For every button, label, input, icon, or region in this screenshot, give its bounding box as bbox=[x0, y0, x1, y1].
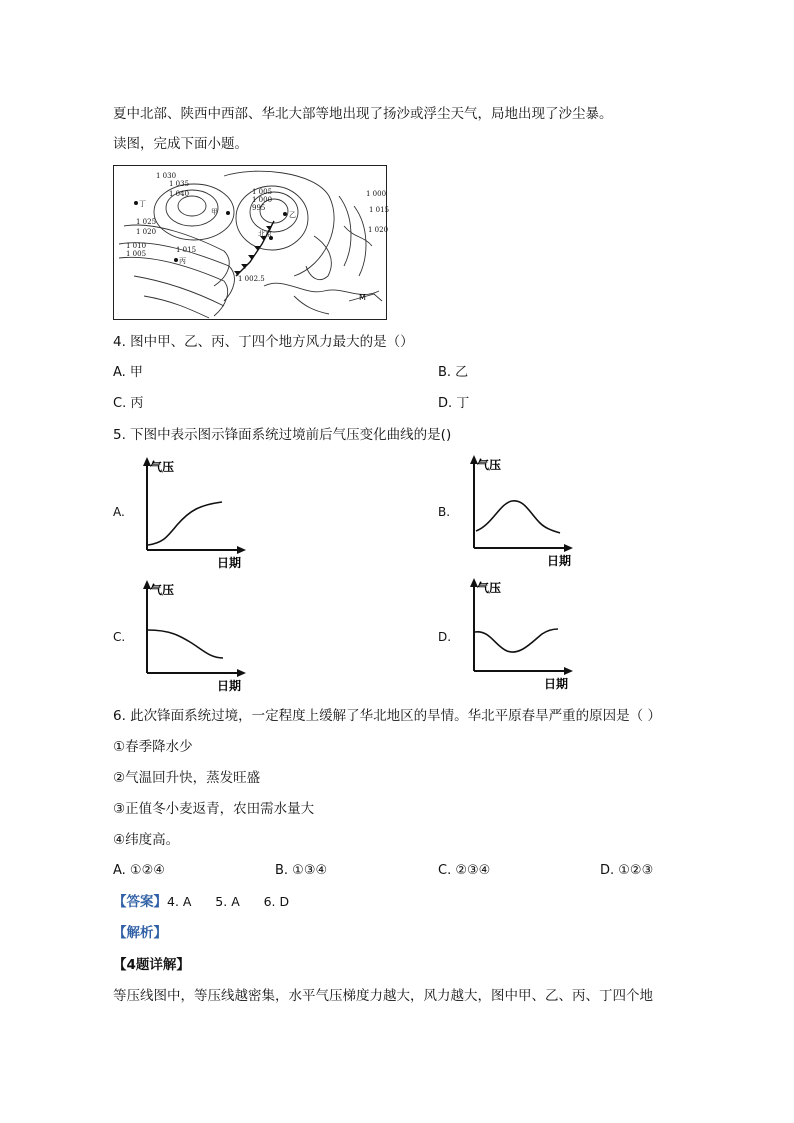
isobar-label: 1 025 bbox=[136, 218, 157, 226]
isobar-label: 1 005 bbox=[126, 250, 147, 258]
place-bing: 丙 bbox=[179, 257, 186, 265]
chart-ylabel: 气压 bbox=[477, 458, 502, 472]
q5-stem: 5. 下图中表示图示锋面系统过境前后气压变化曲线的是() bbox=[113, 427, 452, 443]
q6-item-4: ④纬度高。 bbox=[113, 832, 180, 848]
q5-chart-b bbox=[462, 453, 602, 572]
instruction-text: 读图，完成下面小题。 bbox=[113, 136, 248, 152]
analysis-subheading: 【4题详解】 bbox=[113, 957, 190, 973]
isobar-map bbox=[113, 165, 390, 320]
answer-tag: 【答案】 bbox=[113, 894, 167, 910]
place-yi: 乙 bbox=[289, 211, 296, 219]
q4-option-c[interactable]: C. 丙 bbox=[113, 396, 144, 411]
isobar-label: 1 030 bbox=[156, 172, 177, 180]
isobar-label: 1 000 bbox=[252, 196, 273, 204]
place-ding: 丁 bbox=[139, 200, 146, 208]
isobar-label: 1 005 bbox=[252, 188, 273, 196]
isobar-label: 1 002.5 bbox=[238, 275, 265, 283]
q5-option-a[interactable]: A. bbox=[113, 505, 125, 519]
isobar-label: 995 bbox=[252, 204, 266, 212]
isobar-map-svg bbox=[114, 166, 390, 319]
chart-ylabel: 气压 bbox=[150, 583, 175, 597]
chart-xlabel: 日期 bbox=[547, 554, 572, 568]
analysis-tag: 【解析】 bbox=[113, 925, 167, 941]
q6-option-c[interactable]: C. ②③④ bbox=[438, 863, 491, 878]
isobar-label: 1 020 bbox=[368, 226, 389, 234]
chart-ylabel: 气压 bbox=[477, 581, 502, 595]
q6-item-1: ①春季降水少 bbox=[113, 739, 193, 755]
q6-option-b[interactable]: B. ①③④ bbox=[275, 863, 328, 878]
intro-text: 夏中北部、陕西中西部、华北大部等地出现了扬沙或浮尘天气，局地出现了沙尘暴。 bbox=[113, 106, 613, 122]
place-jia: 甲 bbox=[211, 208, 218, 216]
chart-xlabel: 日期 bbox=[217, 679, 242, 693]
answer-text: 4. A 5. A 6. D bbox=[167, 894, 290, 909]
isobar-label: 1 010 bbox=[126, 242, 147, 250]
chart-ylabel: 气压 bbox=[150, 460, 175, 474]
q5-chart-d bbox=[462, 576, 602, 695]
q5-option-c[interactable]: C. bbox=[113, 630, 126, 644]
isobar-label: 1 000 bbox=[366, 190, 387, 198]
analysis-text: 等压线图中，等压线越密集，水平气压梯度力越大，风力越大，图中甲、乙、丙、丁四个地 bbox=[113, 988, 653, 1004]
q5-option-b[interactable]: B. bbox=[438, 505, 451, 519]
q4-option-b[interactable]: B. 乙 bbox=[438, 365, 469, 380]
isobar-label: 1 035 bbox=[169, 180, 190, 188]
q5-chart-a bbox=[135, 455, 275, 574]
q6-option-a[interactable]: A. ①②④ bbox=[113, 863, 165, 878]
answer-line bbox=[113, 892, 289, 912]
q5-chart-c bbox=[135, 578, 275, 697]
q4-option-d[interactable]: D. 丁 bbox=[438, 396, 470, 411]
isobar-label: 1 015 bbox=[176, 246, 197, 254]
q5-option-d[interactable]: D. bbox=[438, 630, 452, 644]
q4-stem: 4. 图中甲、乙、丙、丁四个地方风力最大的是（） bbox=[113, 334, 414, 350]
place-beijing: 北京 bbox=[258, 230, 272, 238]
isobar-label: 1 020 bbox=[136, 228, 157, 236]
chart-xlabel: 日期 bbox=[544, 677, 569, 691]
q6-item-3: ③正值冬小麦返青，农田需水量大 bbox=[113, 801, 315, 817]
q4-option-a[interactable]: A. 甲 bbox=[113, 365, 143, 380]
q6-item-2: ②气温回升快，蒸发旺盛 bbox=[113, 770, 261, 786]
chart-xlabel: 日期 bbox=[217, 556, 242, 570]
map-corner-mark: M bbox=[359, 293, 366, 302]
isobar-label: 1 015 bbox=[369, 206, 390, 214]
q6-stem: 6. 此次锋面系统过境，一定程度上缓解了华北地区的旱情。华北平原春旱严重的原因是（ ） bbox=[113, 708, 661, 724]
isobar-label: 1 040 bbox=[169, 190, 190, 198]
q6-option-d[interactable]: D. ①②③ bbox=[600, 863, 654, 878]
